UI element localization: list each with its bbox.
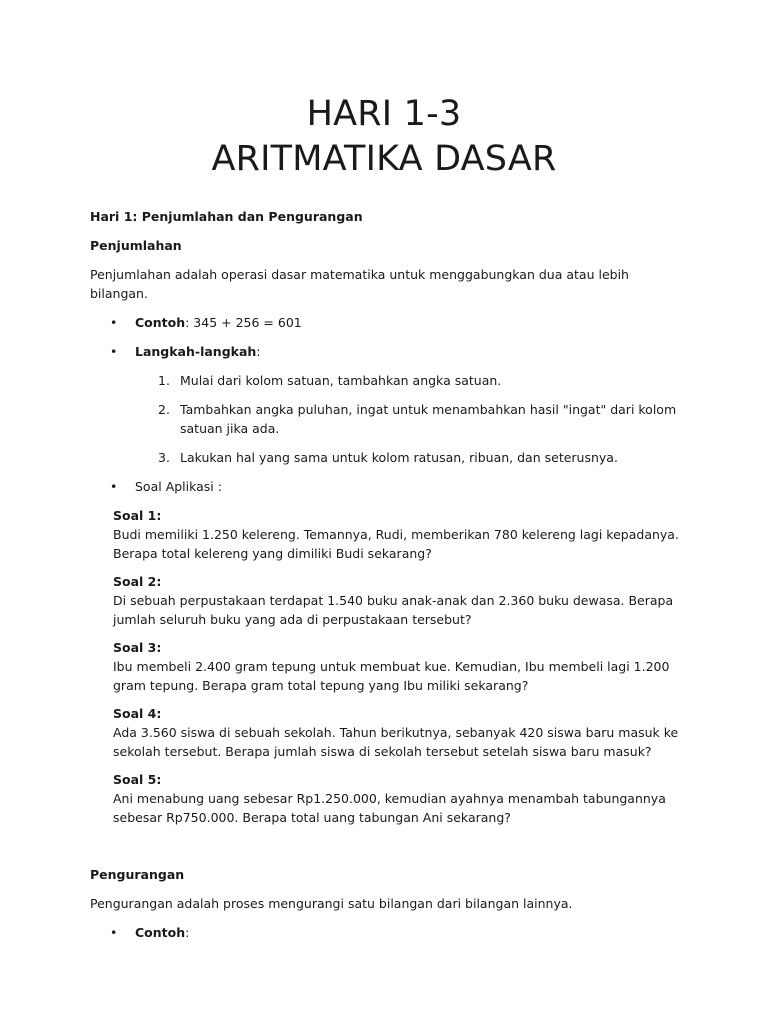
- problem-label: Soal 5:: [113, 772, 162, 787]
- problem-label: Soal 4:: [113, 706, 162, 721]
- step-text: Lakukan hal yang sama untuk kolom ratusan, ribuan, dan seterusnya.: [180, 450, 618, 465]
- list-item-applied: [90, 477, 680, 496]
- bullet-icon: •: [110, 344, 118, 359]
- addition-description: Penjumlahan adalah operasi dasar matematika untuk menggabungkan dua atau lebih bilangan.: [90, 267, 629, 301]
- list-item-subtraction-example: [90, 923, 680, 942]
- step-number: 1.: [158, 373, 170, 388]
- problem-block: [90, 770, 680, 827]
- steps-suffix: :: [256, 344, 261, 359]
- section-heading-addition: Penjumlahan: [90, 238, 182, 253]
- title-line-1: HARI 1-3: [306, 94, 462, 134]
- problem-text: Budi memiliki 1.250 kelereng. Temannya, Rudi, memberikan 780 kelereng lagi kepadanya. Berapa total kelereng yang dimiliki Budi sekarang?: [113, 527, 679, 561]
- step-number: 2.: [158, 402, 170, 417]
- example-label: Contoh: [135, 925, 186, 940]
- problem-label: Soal 1:: [113, 508, 162, 523]
- numbered-step: [90, 371, 680, 390]
- problem-block: [90, 638, 680, 695]
- day-heading: Hari 1: Penjumlahan dan Pengurangan: [90, 209, 363, 224]
- problem-text: Ani menabung uang sebesar Rp1.250.000, kemudian ayahnya menambah tabungannya sebesar Rp750.000. Berapa total uang tabungan Ani sekarang?: [113, 791, 666, 825]
- subtraction-description: Pengurangan adalah proses mengurangi satu bilangan dari bilangan lainnya.: [90, 896, 573, 911]
- steps-label: Langkah-langkah: [135, 344, 257, 359]
- section-heading-subtraction: Pengurangan: [90, 867, 185, 882]
- applied-label: Soal Aplikasi :: [135, 479, 222, 494]
- list-item-steps: [90, 342, 680, 361]
- step-text: Mulai dari kolom satuan, tambahkan angka satuan.: [180, 373, 502, 388]
- example-label: Contoh: [135, 315, 186, 330]
- bullet-icon: •: [110, 315, 118, 330]
- problem-text: Di sebuah perpustakaan terdapat 1.540 buku anak-anak dan 2.360 buku dewasa. Berapa jumlah seluruh buku yang ada di perpustakaan tersebut?: [113, 593, 674, 627]
- example-text: :: [185, 925, 190, 940]
- problem-block: [90, 572, 680, 629]
- numbered-step: [90, 400, 680, 438]
- numbered-step: [90, 448, 680, 467]
- example-text: : 345 + 256 = 601: [185, 315, 302, 330]
- problem-text: Ada 3.560 siswa di sebuah sekolah. Tahun berikutnya, sebanyak 420 siswa baru masuk ke sekolah tersebut. Berapa jumlah siswa di sekolah tersebut setelah siswa baru masuk?: [113, 725, 679, 759]
- bullet-icon: •: [110, 925, 118, 940]
- step-number: 3.: [158, 450, 170, 465]
- problem-block: [90, 506, 680, 563]
- problem-block: [90, 704, 680, 761]
- document-title: [0, 92, 768, 182]
- list-item-example: [90, 313, 680, 332]
- document-body: [90, 207, 680, 942]
- problem-label: Soal 2:: [113, 574, 162, 589]
- problem-text: Ibu membeli 2.400 gram tepung untuk membuat kue. Kemudian, Ibu membeli lagi 1.200 gram tepung. Berapa gram total tepung yang Ibu miliki sekarang?: [113, 659, 670, 693]
- problem-label: Soal 3:: [113, 640, 162, 655]
- bullet-icon: •: [110, 479, 118, 494]
- step-text: Tambahkan angka puluhan, ingat untuk menambahkan hasil "ingat" dari kolom satuan jika ada.: [180, 402, 677, 436]
- title-line-2: ARITMATIKA DASAR: [211, 139, 557, 179]
